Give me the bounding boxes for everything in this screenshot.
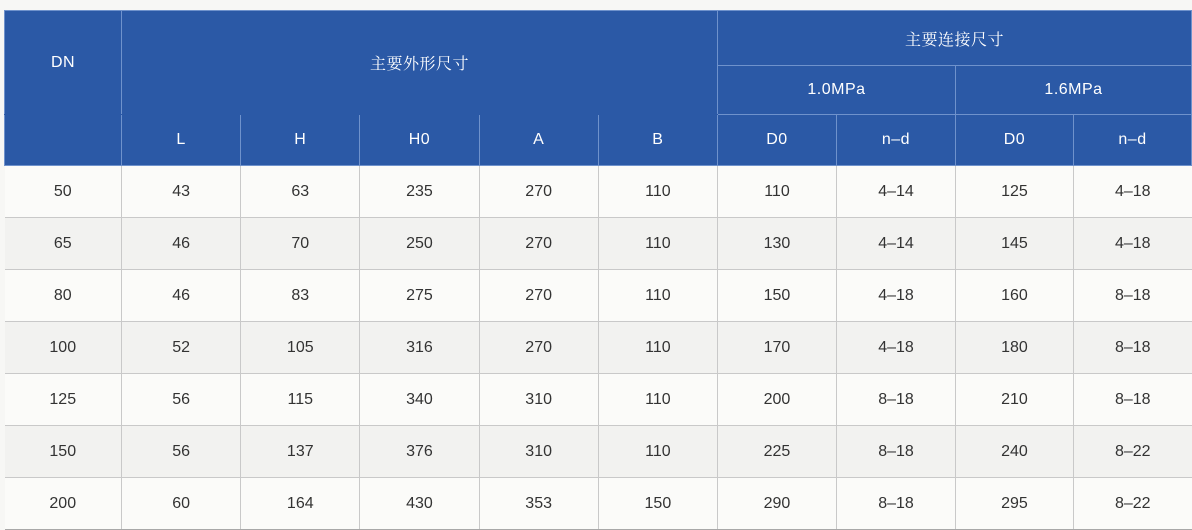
table-row (5, 166, 1192, 218)
cell-nd-1: 8–18 (836, 426, 955, 478)
cell-l: 56 (122, 426, 241, 478)
cell-h0: 430 (360, 478, 479, 530)
cell-a: 270 (479, 218, 598, 270)
cell-d0-2: 160 (955, 270, 1073, 322)
cell-h: 137 (241, 426, 360, 478)
cell-nd-2: 8–18 (1073, 374, 1191, 426)
col-header-h0: H0 (360, 115, 479, 166)
cell-b: 110 (598, 426, 717, 478)
cell-h0: 340 (360, 374, 479, 426)
cell-l: 43 (122, 166, 241, 218)
cell-d0-2: 145 (955, 218, 1073, 270)
cell-b: 110 (598, 374, 717, 426)
valve-dimension-table (4, 10, 1192, 530)
cell-b: 110 (598, 322, 717, 374)
table-row (5, 270, 1192, 322)
cell-a: 310 (479, 374, 598, 426)
cell-d0-1: 225 (717, 426, 836, 478)
spec-table-container (4, 10, 1192, 516)
cell-h: 83 (241, 270, 360, 322)
cell-h: 105 (241, 322, 360, 374)
table-row (5, 322, 1192, 374)
cell-nd-1: 8–18 (836, 478, 955, 530)
cell-d0-2: 180 (955, 322, 1073, 374)
cell-a: 270 (479, 270, 598, 322)
cell-a: 270 (479, 166, 598, 218)
cell-dn: 200 (5, 478, 122, 530)
cell-d0-1: 290 (717, 478, 836, 530)
cell-d0-2: 125 (955, 166, 1073, 218)
header-connection-dimensions: 主要连接尺寸 (717, 11, 1191, 66)
cell-l: 52 (122, 322, 241, 374)
cell-b: 110 (598, 218, 717, 270)
cell-dn: 80 (5, 270, 122, 322)
cell-nd-1: 4–18 (836, 270, 955, 322)
cell-nd-1: 4–14 (836, 166, 955, 218)
cell-a: 353 (479, 478, 598, 530)
cell-b: 110 (598, 270, 717, 322)
table-row (5, 218, 1192, 270)
table-body (5, 166, 1192, 530)
cell-nd-1: 4–14 (836, 218, 955, 270)
col-header-h: H (241, 115, 360, 166)
cell-d0-2: 240 (955, 426, 1073, 478)
header-pressure-1: 1.0MPa (717, 66, 955, 115)
cell-h0: 376 (360, 426, 479, 478)
cell-nd-1: 8–18 (836, 374, 955, 426)
cell-h0: 250 (360, 218, 479, 270)
cell-dn: 125 (5, 374, 122, 426)
table-row (5, 478, 1192, 530)
cell-nd-2: 8–18 (1073, 270, 1191, 322)
col-header-a: A (479, 115, 598, 166)
cell-a: 270 (479, 322, 598, 374)
cell-nd-2: 4–18 (1073, 218, 1191, 270)
cell-h0: 316 (360, 322, 479, 374)
cell-d0-2: 210 (955, 374, 1073, 426)
cell-d0-1: 200 (717, 374, 836, 426)
cell-b: 150 (598, 478, 717, 530)
cell-h: 164 (241, 478, 360, 530)
cell-l: 56 (122, 374, 241, 426)
cell-b: 110 (598, 166, 717, 218)
table-row (5, 374, 1192, 426)
cell-h: 115 (241, 374, 360, 426)
cell-h: 63 (241, 166, 360, 218)
col-header-l: L (122, 115, 241, 166)
cell-h: 70 (241, 218, 360, 270)
cell-nd-2: 8–22 (1073, 478, 1191, 530)
cell-d0-1: 110 (717, 166, 836, 218)
cell-dn: 50 (5, 166, 122, 218)
cell-l: 46 (122, 270, 241, 322)
col-header-d0-2: D0 (955, 115, 1073, 166)
cell-dn: 65 (5, 218, 122, 270)
table-header (5, 11, 1192, 166)
header-pressure-2: 1.6MPa (955, 66, 1191, 115)
col-header-nd-1: n–d (836, 115, 955, 166)
header-dn: DN (5, 11, 122, 115)
cell-d0-1: 130 (717, 218, 836, 270)
col-header-d0-1: D0 (717, 115, 836, 166)
cell-nd-2: 8–18 (1073, 322, 1191, 374)
cell-nd-2: 8–22 (1073, 426, 1191, 478)
cell-h0: 275 (360, 270, 479, 322)
cell-a: 310 (479, 426, 598, 478)
cell-d0-2: 295 (955, 478, 1073, 530)
cell-dn: 150 (5, 426, 122, 478)
col-header-nd-2: n–d (1073, 115, 1191, 166)
cell-nd-1: 4–18 (836, 322, 955, 374)
cell-dn: 100 (5, 322, 122, 374)
cell-h0: 235 (360, 166, 479, 218)
header-dn-sub (5, 115, 122, 166)
cell-l: 60 (122, 478, 241, 530)
cell-nd-2: 4–18 (1073, 166, 1191, 218)
table-row (5, 426, 1192, 478)
cell-l: 46 (122, 218, 241, 270)
header-main-dimensions: 主要外形尺寸 (122, 11, 718, 115)
col-header-b: B (598, 115, 717, 166)
cell-d0-1: 170 (717, 322, 836, 374)
cell-d0-1: 150 (717, 270, 836, 322)
